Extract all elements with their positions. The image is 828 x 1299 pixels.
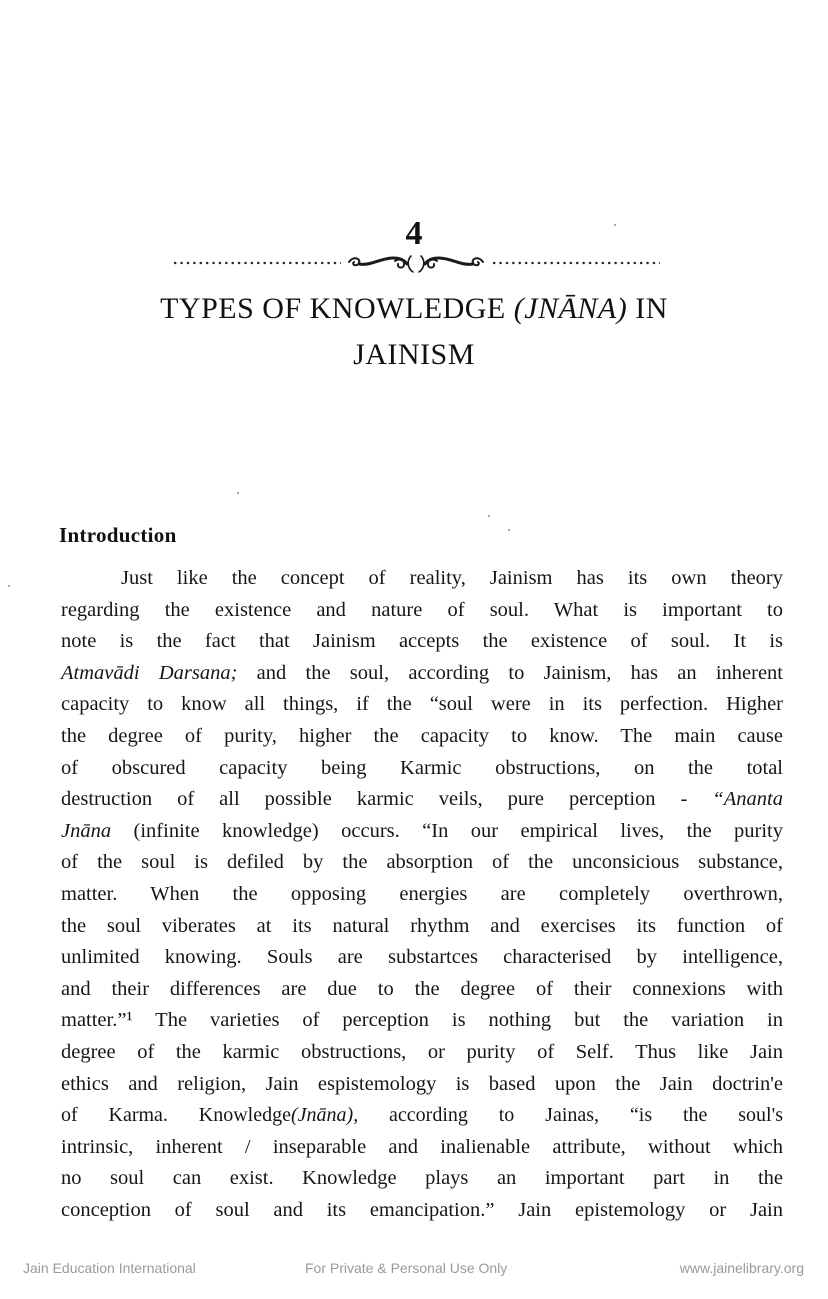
text-segment: intrinsic, inherent / inseparable and inalienable attribute, without which	[61, 1135, 783, 1158]
text-segment: the soul viberates at its natural rhythm and exercises its function of	[61, 914, 783, 937]
text-line	[61, 1132, 783, 1164]
text-line	[61, 1100, 783, 1132]
text-line	[61, 879, 783, 911]
scan-speck	[8, 585, 10, 587]
chapter-title-part2: IN	[627, 292, 668, 325]
text-segment: matter.”¹ The varieties of perception is nothing but the variation in	[61, 1009, 783, 1032]
page-footer	[0, 1260, 828, 1278]
text-segment: the degree of purity, higher the capacity to know. The main cause	[61, 724, 783, 747]
text-segment: (infinite knowledge) occurs. “In our empirical lives, the purity	[111, 819, 783, 842]
text-segment: Just like the concept of reality, Jainism has its own theory	[121, 567, 783, 589]
footer-publisher: Jain Education International	[23, 1260, 196, 1276]
text-line	[61, 1037, 783, 1069]
text-line	[61, 942, 783, 974]
text-segment: regarding the existence and nature of soul. What is important to	[61, 598, 783, 621]
chapter-title-part1: TYPES OF KNOWLEDGE	[160, 292, 514, 325]
italic-term: Jnāna	[61, 819, 112, 842]
text-line	[61, 911, 783, 943]
text-segment: capacity to know all things, if the “soul were in its perfection. Higher	[61, 693, 783, 716]
text-segment: , according to Jainas, “is the soul's	[353, 1104, 783, 1127]
italic-term: Atmavādi Darsana;	[61, 661, 238, 684]
text-segment: unlimited knowing. Souls are substartces characterised by intelligence,	[61, 946, 783, 969]
text-line	[61, 974, 783, 1006]
italic-term: (Jnāna)	[290, 1104, 354, 1127]
chapter-divider	[172, 252, 660, 274]
text-line	[61, 1069, 783, 1101]
text-line	[61, 689, 783, 721]
text-segment: of Karma. Knowledge	[61, 1104, 291, 1127]
text-segment: destruction of all possible karmic veils, pure perception -	[61, 788, 713, 811]
text-line	[61, 595, 783, 627]
text-line	[61, 1163, 783, 1195]
scan-speck	[508, 529, 510, 531]
scan-speck	[614, 224, 616, 226]
text-segment: no soul can exist. Knowledge plays an important part in the	[61, 1167, 783, 1190]
text-line	[61, 847, 783, 879]
dotted-rule-left	[172, 261, 341, 265]
chapter-title-italic: (JNĀNA)	[513, 292, 628, 325]
dotted-rule-right	[491, 261, 660, 265]
text-line	[61, 753, 783, 785]
scan-speck	[237, 492, 239, 494]
text-line	[61, 784, 783, 816]
chapter-title	[40, 286, 788, 378]
chapter-title-line2: JAINISM	[353, 338, 475, 371]
text-segment: degree of the karmic obstructions, or purity of Self. Thus like Jain	[61, 1040, 783, 1063]
text-line	[61, 721, 783, 753]
footer-usage-note: For Private & Personal Use Only	[305, 1260, 508, 1276]
chapter-number: 4	[405, 215, 423, 252]
text-line	[61, 626, 783, 658]
text-segment: and the soul, according to Jainism, has an inherent	[237, 661, 783, 684]
body-paragraph	[61, 563, 783, 1226]
text-segment: of obscured capacity being Karmic obstructions, on the total	[61, 756, 783, 779]
text-segment: ethics and religion, Jain espistemology is based upon the Jain doctrin'e	[61, 1072, 783, 1095]
text-segment: of the soul is defiled by the absorption of the unconsicious substance,	[61, 851, 783, 874]
text-line	[61, 816, 783, 848]
italic-term: “Ananta	[712, 788, 783, 811]
scroll-flourish-icon	[341, 252, 491, 274]
footer-website[interactable]: www.jainelibrary.org	[679, 1260, 804, 1276]
scan-speck	[488, 515, 490, 517]
text-segment: and their differences are due to the degree of their connexions with	[61, 977, 783, 1000]
text-segment: matter. When the opposing energies are completely overthrown,	[61, 882, 783, 905]
text-line	[61, 563, 783, 595]
text-line	[61, 1005, 783, 1037]
text-segment: conception of soul and its emancipation.” Jain epistemology or Jain	[61, 1198, 783, 1221]
text-line	[61, 1195, 783, 1227]
text-segment: note is the fact that Jainism accepts the existence of soul. It is	[61, 630, 783, 653]
text-line	[61, 658, 783, 690]
section-heading: Introduction	[59, 523, 177, 547]
